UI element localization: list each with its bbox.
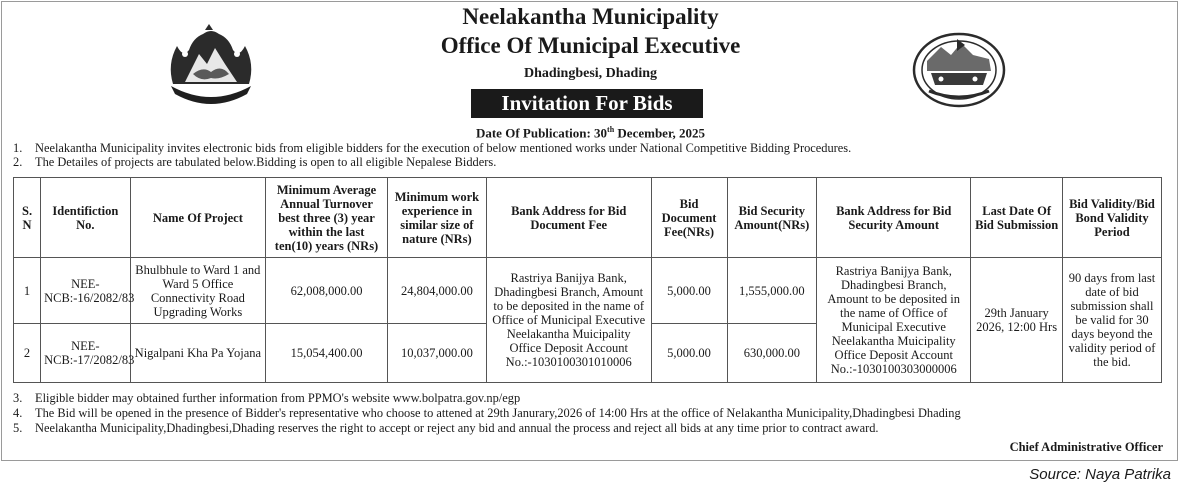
- row-turnover: 62,008,000.00: [266, 258, 388, 324]
- row-security: 630,000.00: [727, 324, 817, 383]
- note-5: 5. Neelakantha Municipality,Dhadingbesi,Dhading reserves the right to accept or reject any bid and annual the process and reject all bids at any time prior to contract award.: [13, 421, 879, 435]
- table-header-row: [14, 178, 1162, 258]
- header-doc-fee: Bid Document Fee(NRs): [651, 178, 727, 258]
- office-name: Office Of Municipal Executive: [440, 33, 741, 58]
- notice-title-banner: Invitation For Bids: [471, 89, 703, 118]
- bank-doc-cell: Rastriya Banijya Bank, Dhadingbesi Branch, Amount to be deposited in the name of Office of Municipal Executive Neelakantha Muicipality Office Deposit Account No.:-1030100301010006: [486, 258, 651, 383]
- header-id: Identifiction No.: [41, 178, 131, 258]
- header-turnover: Minimum Average Annual Turnover best three (3) year within the last ten(10) years (NRs): [266, 178, 388, 258]
- header-validity: Bid Validity/Bid Bond Validity Period: [1062, 178, 1161, 258]
- signoff-title: Chief Administrative Officer: [1009, 440, 1163, 454]
- note-2: 2. The Detailes of projects are tabulated below.Bidding is open to all eligible Nepalese Bidders.: [13, 155, 497, 169]
- header-sn: S. N: [14, 178, 41, 258]
- row-experience: 24,804,000.00: [387, 258, 486, 324]
- note-4: 4. The Bid will be opened in the presence of Bidder's representative who choose to attened at 29th Janurary,2026 of 14:00 Hrs at the office of Nelakantha Municipality,Dhadingbesi Dhading: [13, 406, 961, 420]
- bank-sec-cell: Rastriya Banijya Bank, Dhadingbesi Branch, Amount to be deposited in the name of Office of Municipal Executive Neelakantha Muicipality Office Deposit Account No.:-1030100303000006: [817, 258, 971, 383]
- header-experience: Minimum work experience in similar size of nature (NRs): [387, 178, 486, 258]
- row-project: Bhulbhule to Ward 1 and Ward 5 Office Connectivity Road Upgrading Works: [130, 258, 265, 324]
- header-bank-doc: Bank Address for Bid Document Fee: [486, 178, 651, 258]
- row-id: NEE-NCB:-16/2082/83: [41, 258, 131, 324]
- note-1: 1. Neelakantha Municipality invites electronic bids from eligible bidders for the execution of below mentioned works under National Competitive Bidding Procedures.: [13, 141, 852, 155]
- note-3: 3. Eligible bidder may obtained further information from PPMO's website www.bolpatra.gov.np/egp: [13, 391, 521, 405]
- bid-table: [13, 177, 1162, 383]
- last-date-cell: 29th January 2026, 12:00 Hrs: [971, 258, 1063, 383]
- office-location: Dhadingbesi, Dhading: [523, 66, 658, 81]
- row-sn: 1: [14, 258, 41, 324]
- source-credit: Source: Naya Patrika: [1029, 466, 1171, 483]
- municipality-name: Neelakantha Municipality: [462, 4, 719, 29]
- row-turnover: 15,054,400.00: [266, 324, 388, 383]
- publication-date: Date Of Publication: 30th December, 2025: [475, 125, 706, 141]
- row-doc-fee: 5,000.00: [651, 258, 727, 324]
- header-bank-sec: Bank Address for Bid Security Amount: [817, 178, 971, 258]
- header-project: Name Of Project: [130, 178, 265, 258]
- validity-cell: 90 days from last date of bid submission shall be valid for 30 days beyond the validity period of the bid.: [1062, 258, 1161, 383]
- row-id: NEE-NCB:-17/2082/83: [41, 324, 131, 383]
- header-security: Bid Security Amount(NRs): [727, 178, 817, 258]
- row-sn: 2: [14, 324, 41, 383]
- row-experience: 10,037,000.00: [387, 324, 486, 383]
- table-row: [14, 258, 1162, 324]
- row-project: Nigalpani Kha Pa Yojana: [130, 324, 265, 383]
- row-security: 1,555,000.00: [727, 258, 817, 324]
- header-last-date: Last Date Of Bid Submission: [971, 178, 1063, 258]
- row-doc-fee: 5,000.00: [651, 324, 727, 383]
